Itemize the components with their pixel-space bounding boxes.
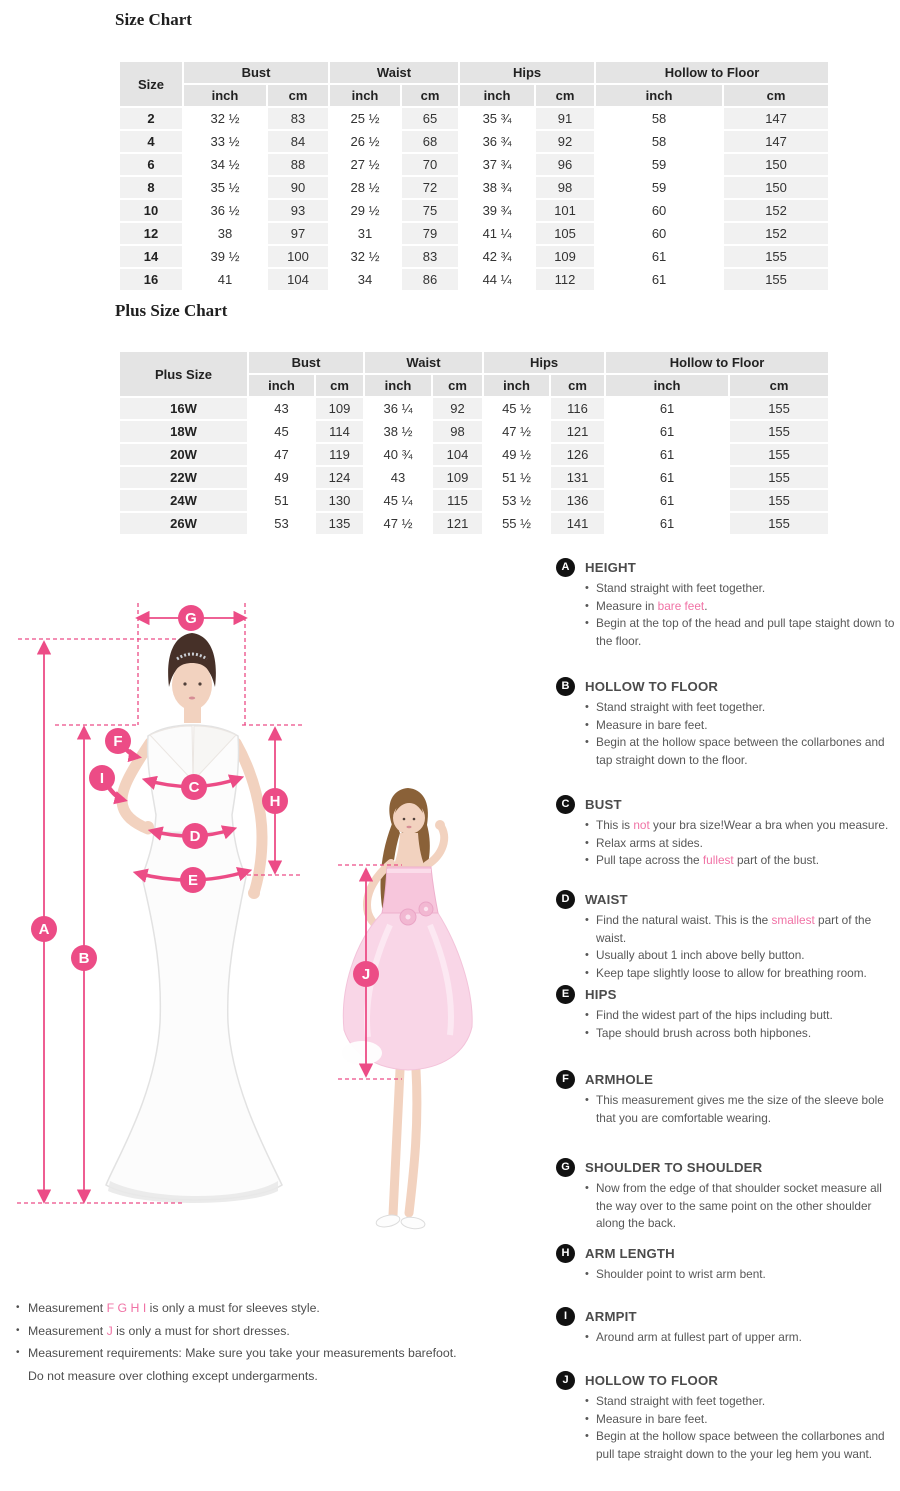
measurement-title: HEIGHT	[585, 560, 637, 575]
note-line	[16, 1320, 496, 1343]
model-short-dress	[342, 788, 472, 1230]
measurement-cell: 83	[268, 108, 328, 129]
text-segment: Begin at the top of the head and pull tape staight down to the floor.	[596, 616, 895, 648]
instruction-bullet	[585, 1025, 898, 1043]
unit-header: inch	[330, 85, 400, 106]
text-segment: Keep tape slightly loose to allow for breathing room.	[596, 965, 867, 980]
size-cell: 4	[120, 131, 182, 152]
measurement-cell: 100	[268, 246, 328, 267]
measurement-cell: 58	[596, 131, 722, 152]
measurement-cell: 104	[268, 269, 328, 290]
measurement-cell: 29 ½	[330, 200, 400, 221]
figure-label-d: D	[189, 828, 201, 845]
instruction-list	[585, 1092, 898, 1127]
text-segment: Around arm at fullest part of upper arm.	[596, 1330, 802, 1344]
measurement-cell: 112	[536, 269, 594, 290]
measurement-cell: 41	[184, 269, 266, 290]
measurement-cell: 43	[249, 398, 314, 419]
measurement-cell: 150	[724, 177, 828, 198]
measurement-section-j	[556, 1371, 900, 1463]
measurement-cell: 150	[724, 154, 828, 175]
instruction-bullet	[585, 580, 898, 598]
figure-label-g: G	[185, 610, 197, 627]
measurement-cell: 36 ¼	[365, 398, 431, 419]
measurement-cell: 37 ¾	[460, 154, 534, 175]
unit-header: cm	[536, 85, 594, 106]
note-line	[16, 1365, 496, 1388]
measurement-cell: 47 ½	[484, 421, 549, 442]
measurement-cell: 61	[606, 490, 728, 511]
measurement-title: ARMHOLE	[585, 1072, 654, 1087]
model-leg	[393, 1070, 400, 1215]
measurement-cell: 61	[596, 269, 722, 290]
text-segment: your bra size!Wear a bra when you measure.	[649, 818, 889, 832]
measurement-cell: 61	[606, 398, 728, 419]
measurement-cell: 155	[730, 490, 828, 511]
size-cell: 18W	[120, 421, 247, 442]
measurement-cell: 109	[433, 467, 482, 488]
letter-badge-e: E	[556, 985, 575, 1004]
text-segment: Shoulder point to wrist arm bent.	[596, 1267, 766, 1281]
letter-badge-b: B	[556, 677, 575, 696]
measurement-cell: 91	[536, 108, 594, 129]
unit-header: cm	[433, 375, 482, 396]
measurement-title: WAIST	[585, 892, 628, 907]
figure-label-e: E	[187, 872, 199, 889]
figure-label-b: B	[78, 950, 90, 967]
size-chart-title: Size Chart	[115, 10, 192, 29]
text-segment: This is	[596, 818, 634, 832]
size-cell: 24W	[120, 490, 247, 511]
measurement-cell: 61	[606, 444, 728, 465]
letter-badge-i: I	[556, 1307, 575, 1326]
measurement-cell: 51 ½	[484, 467, 549, 488]
letter-badge-c: C	[556, 795, 575, 814]
measurement-cell: 131	[551, 467, 604, 488]
measurement-cell: 84	[268, 131, 328, 152]
instruction-bullet	[585, 965, 898, 983]
figure-label-j: J	[361, 966, 371, 983]
measurement-section-f	[556, 1070, 900, 1127]
measurement-cell: 47	[249, 444, 314, 465]
model-long-dress	[106, 633, 282, 1203]
instruction-list	[585, 912, 898, 982]
instruction-list	[585, 817, 898, 870]
unit-header: inch	[460, 85, 534, 106]
measurement-cell: 101	[536, 200, 594, 221]
measurement-section-i	[556, 1307, 900, 1347]
letter-badge-a: A	[556, 558, 575, 577]
highlighted-text: smallest	[771, 913, 815, 927]
measurement-cell: 60	[596, 200, 722, 221]
measurement-cell: 26 ½	[330, 131, 400, 152]
text-segment: .	[704, 598, 708, 613]
figure-label-h: H	[269, 793, 281, 810]
measurement-cell: 155	[730, 421, 828, 442]
measurement-section-g	[556, 1158, 900, 1233]
size-cell: 10	[120, 200, 182, 221]
measurement-cell: 68	[402, 131, 458, 152]
measurement-cell: 61	[596, 246, 722, 267]
measurement-cell: 45 ½	[484, 398, 549, 419]
measurement-cell: 25 ½	[330, 108, 400, 129]
highlighted-text: J	[106, 1323, 113, 1338]
unit-header: cm	[724, 85, 828, 106]
unit-header: cm	[268, 85, 328, 106]
text-segment: Measurement	[28, 1323, 107, 1338]
measurement-cell: 34 ½	[184, 154, 266, 175]
instruction-bullet	[585, 1092, 898, 1127]
measurement-cell: 45	[249, 421, 314, 442]
measurement-cell: 96	[536, 154, 594, 175]
measurement-cell: 49	[249, 467, 314, 488]
measurement-cell: 35 ½	[184, 177, 266, 198]
measurement-cell: 90	[268, 177, 328, 198]
highlighted-text: bare feet	[657, 598, 705, 613]
measurement-cell: 121	[551, 421, 604, 442]
measurement-cell: 61	[606, 421, 728, 442]
instruction-list	[585, 1007, 898, 1042]
text-segment: Pull tape across the	[596, 853, 703, 867]
text-segment: Now from the edge of that shoulder socket measure all the way over to the same point on the other shoulder along the back.	[596, 1181, 882, 1230]
instruction-bullet	[585, 717, 898, 735]
letter-badge-f: F	[556, 1070, 575, 1089]
instruction-bullet	[585, 1180, 898, 1233]
measurement-notes	[16, 1297, 496, 1387]
measurement-title: SHOULDER TO SHOULDER	[585, 1160, 763, 1175]
text-segment: Measure in bare feet.	[596, 717, 708, 732]
plus-size-chart-title: Plus Size Chart	[115, 301, 228, 320]
measurement-cell: 28 ½	[330, 177, 400, 198]
measurement-title: HOLLOW TO FLOOR	[585, 679, 719, 694]
instruction-bullet	[585, 1411, 898, 1429]
measurement-cell: 115	[433, 490, 482, 511]
measurement-cell: 98	[433, 421, 482, 442]
measurement-cell: 119	[316, 444, 363, 465]
column-header-waist: Waist	[330, 62, 458, 83]
instruction-list	[585, 1180, 898, 1233]
measurement-cell: 116	[551, 398, 604, 419]
measurement-cell: 65	[402, 108, 458, 129]
measurement-cell: 35 ¾	[460, 108, 534, 129]
measurement-cell: 53 ½	[484, 490, 549, 511]
size-cell: 16W	[120, 398, 247, 419]
measurement-cell: 32 ½	[184, 108, 266, 129]
measurement-cell: 42 ¾	[460, 246, 534, 267]
model-leg	[409, 1070, 417, 1213]
size-cell: 20W	[120, 444, 247, 465]
measurement-cell: 109	[536, 246, 594, 267]
measurement-cell: 155	[730, 444, 828, 465]
column-header-plus-size: Plus Size	[120, 352, 247, 396]
measurement-cell: 34	[330, 269, 400, 290]
measurement-cell: 155	[724, 246, 828, 267]
measurement-cell: 49 ½	[484, 444, 549, 465]
column-header-bust: Bust	[184, 62, 328, 83]
text-segment: Stand straight with feet together.	[596, 700, 766, 714]
measurement-cell: 105	[536, 223, 594, 244]
instruction-bullet	[585, 912, 898, 947]
instruction-bullet	[585, 835, 898, 853]
measurement-title: HOLLOW TO FLOOR	[585, 1373, 719, 1388]
measurement-section-h	[556, 1244, 900, 1284]
shoe	[400, 1216, 425, 1230]
measurement-cell: 141	[551, 513, 604, 534]
column-header-hips: Hips	[484, 352, 604, 373]
measurement-cell: 38 ¾	[460, 177, 534, 198]
unit-header: cm	[730, 375, 828, 396]
measurement-cell: 98	[536, 177, 594, 198]
size-cell: 26W	[120, 513, 247, 534]
letter-badge-g: G	[556, 1158, 575, 1177]
measurement-cell: 114	[316, 421, 363, 442]
column-header-hips: Hips	[460, 62, 594, 83]
measurement-cell: 136	[551, 490, 604, 511]
unit-header: inch	[184, 85, 266, 106]
measurement-cell: 53	[249, 513, 314, 534]
text-segment: is only a must for short dresses.	[112, 1323, 290, 1338]
measurement-cell: 40 ¾	[365, 444, 431, 465]
unit-header: inch	[249, 375, 314, 396]
measurement-cell: 47 ½	[365, 513, 431, 534]
figure-label-i: I	[99, 770, 105, 787]
measurement-section-b	[556, 677, 900, 769]
measurement-cell: 36 ½	[184, 200, 266, 221]
instruction-bullet	[585, 1428, 898, 1463]
unit-header: cm	[551, 375, 604, 396]
size-cell: 22W	[120, 467, 247, 488]
instruction-bullet	[585, 598, 898, 616]
measurement-cell: 155	[724, 269, 828, 290]
text-segment: Stand straight with feet together.	[596, 1394, 766, 1408]
measurement-cell: 38 ½	[365, 421, 431, 442]
measurement-cell: 152	[724, 223, 828, 244]
unit-header: inch	[606, 375, 728, 396]
text-segment: Find the widest part of the hips including butt.	[596, 1008, 833, 1022]
unit-header: cm	[316, 375, 363, 396]
measurement-cell: 147	[724, 108, 828, 129]
measurement-cell: 152	[724, 200, 828, 221]
instruction-bullet	[585, 734, 898, 769]
measurement-cell: 88	[268, 154, 328, 175]
measurement-cell: 97	[268, 223, 328, 244]
measurement-cell: 83	[402, 246, 458, 267]
measurement-title: HIPS	[585, 987, 617, 1002]
text-segment: Stand straight with feet together.	[596, 581, 766, 595]
measurement-cell: 121	[433, 513, 482, 534]
column-header-hollow: Hollow to Floor	[606, 352, 828, 373]
measurement-cell: 147	[724, 131, 828, 152]
instruction-bullet	[585, 1266, 898, 1284]
instruction-bullet	[585, 1007, 898, 1025]
measurement-cell: 135	[316, 513, 363, 534]
measurement-section-a	[556, 558, 900, 650]
instruction-list	[585, 580, 898, 650]
text-segment: Measure in	[596, 598, 658, 613]
unit-header: inch	[596, 85, 722, 106]
measurement-title: BUST	[585, 797, 622, 812]
measurement-instructions	[556, 0, 900, 1491]
size-cell: 16	[120, 269, 182, 290]
measurement-cell: 70	[402, 154, 458, 175]
measurement-cell: 27 ½	[330, 154, 400, 175]
size-cell: 14	[120, 246, 182, 267]
measurement-cell: 86	[402, 269, 458, 290]
text-segment: Begin at the hollow space between the collarbones and tap straight down to the floor.	[596, 735, 885, 767]
measurement-cell: 130	[316, 490, 363, 511]
text-segment: is only a must for sleeves style.	[146, 1301, 320, 1315]
measurement-cell: 51	[249, 490, 314, 511]
measurement-cell: 33 ½	[184, 131, 266, 152]
unit-header: inch	[365, 375, 431, 396]
column-header-size: Size	[120, 62, 182, 106]
letter-badge-d: D	[556, 890, 575, 909]
measurement-cell: 45 ¼	[365, 490, 431, 511]
measurement-cell: 59	[596, 177, 722, 198]
instruction-list	[585, 1393, 898, 1463]
instruction-list	[585, 1266, 898, 1284]
instruction-list	[585, 699, 898, 769]
measurement-cell: 93	[268, 200, 328, 221]
size-cell: 6	[120, 154, 182, 175]
text-segment: Find the natural waist. This is the	[596, 913, 772, 927]
highlighted-text: fullest	[702, 853, 734, 867]
instruction-bullet	[585, 699, 898, 717]
measurement-cell: 155	[730, 513, 828, 534]
text-segment: Tape should brush across both hipbones.	[596, 1025, 812, 1040]
highlighted-text: F G H I	[106, 1301, 147, 1315]
measurement-section-e	[556, 985, 900, 1042]
measurement-cell: 32 ½	[330, 246, 400, 267]
size-cell: 8	[120, 177, 182, 198]
measurement-cell: 92	[433, 398, 482, 419]
size-cell: 12	[120, 223, 182, 244]
text-segment: Relax arms at sides.	[596, 835, 703, 850]
unit-header: inch	[484, 375, 549, 396]
measurement-cell: 109	[316, 398, 363, 419]
size-cell: 2	[120, 108, 182, 129]
measurement-section-c	[556, 795, 900, 870]
measurement-cell: 39 ¾	[460, 200, 534, 221]
figure-label-c: C	[188, 779, 200, 796]
instruction-bullet	[585, 817, 898, 835]
measurement-cell: 55 ½	[484, 513, 549, 534]
instruction-bullet	[585, 1393, 898, 1411]
measurement-section-d	[556, 890, 900, 982]
letter-badge-j: J	[556, 1371, 575, 1390]
measurement-cell: 38	[184, 223, 266, 244]
measurement-cell: 41 ¼	[460, 223, 534, 244]
text-segment: part of the bust.	[733, 853, 819, 867]
measurement-cell: 61	[606, 513, 728, 534]
text-segment: Measurement requirements: Make sure you take your measurements barefoot.	[28, 1346, 457, 1361]
figure-label-a: A	[38, 921, 50, 938]
measurement-cell: 43	[365, 467, 431, 488]
measurement-cell: 124	[316, 467, 363, 488]
text-segment: Measure in bare feet.	[596, 1411, 708, 1426]
measurement-cell: 36 ¾	[460, 131, 534, 152]
unit-header: cm	[402, 85, 458, 106]
figure-label-f: F	[113, 733, 123, 750]
measurement-cell: 155	[730, 467, 828, 488]
text-segment: part of the waist.	[596, 913, 872, 945]
measurement-cell: 31	[330, 223, 400, 244]
measurement-cell: 60	[596, 223, 722, 244]
letter-badge-h: H	[556, 1244, 575, 1263]
instruction-list	[585, 1329, 898, 1347]
text-segment: Begin at the hollow space between the collarbones and pull tape straight down to the your leg hem you want.	[596, 1429, 885, 1461]
measurement-cell: 79	[402, 223, 458, 244]
measurement-cell: 104	[433, 444, 482, 465]
measurement-cell: 126	[551, 444, 604, 465]
column-header-bust: Bust	[249, 352, 363, 373]
measurement-cell: 44 ¼	[460, 269, 534, 290]
measurement-cell: 72	[402, 177, 458, 198]
instruction-bullet	[585, 1329, 898, 1347]
measurement-cell: 92	[536, 131, 594, 152]
text-segment: Do not measure over clothing except undergarments.	[28, 1368, 318, 1383]
measurement-diagram	[10, 575, 550, 1295]
column-header-hollow: Hollow to Floor	[596, 62, 828, 83]
highlighted-text: not	[633, 818, 650, 832]
measurement-title: ARM LENGTH	[585, 1246, 675, 1261]
measurement-cell: 39 ½	[184, 246, 266, 267]
measurement-cell: 155	[730, 398, 828, 419]
measurement-cell: 58	[596, 108, 722, 129]
measurement-cell: 75	[402, 200, 458, 221]
instruction-bullet	[585, 852, 898, 870]
instruction-bullet	[585, 947, 898, 965]
measurement-cell: 61	[606, 467, 728, 488]
text-segment: This measurement gives me the size of the sleeve bole that you are comfortable wearing.	[596, 1093, 884, 1125]
measurement-cell: 59	[596, 154, 722, 175]
note-line	[16, 1297, 496, 1320]
text-segment: Measurement	[28, 1301, 107, 1315]
note-line	[16, 1342, 496, 1365]
measurement-title: ARMPIT	[585, 1309, 637, 1324]
column-header-waist: Waist	[365, 352, 482, 373]
shoe	[375, 1213, 401, 1229]
text-segment: Usually about 1 inch above belly button.	[596, 948, 805, 962]
instruction-bullet	[585, 615, 898, 650]
